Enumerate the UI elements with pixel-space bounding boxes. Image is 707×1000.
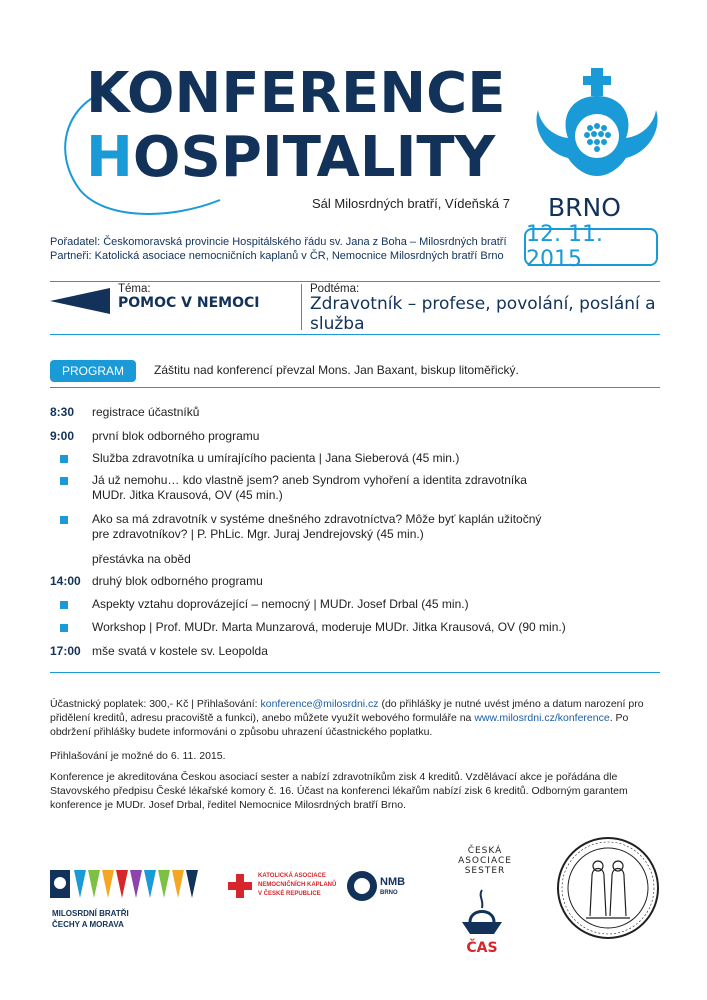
- red-cross-logo-icon: [226, 872, 254, 900]
- program-rule: [50, 387, 660, 388]
- nmb-logo-line1: NMB: [380, 876, 406, 888]
- fee-text-c: . Po obdržení přihlášky budete informováni o způsobu uhrazení účastnického poplatku.: [50, 712, 629, 738]
- bullet-icon: [60, 601, 68, 609]
- time-slot: 14:00: [50, 574, 81, 588]
- mb-logo-line1: MILOSRDNÍ BRATŘI: [52, 909, 129, 918]
- bullet-icon: [60, 516, 68, 524]
- cas-arc-text: ČESKÁ ASOCIACE SESTER: [458, 846, 512, 876]
- partners-text: Partneři: Katolická asociace nemocničních kaplanů v ČR, Nemocnice Milosrdných bratří Brno: [50, 250, 504, 262]
- theme-divider: [301, 284, 302, 330]
- email-link[interactable]: konference@milosrdni.cz: [260, 698, 379, 710]
- program-talk: Služba zdravotníka u umírajícího pacienta | Jana Sieberová (45 min.): [92, 451, 460, 465]
- city-text: BRNO: [548, 193, 621, 222]
- arrow-left-icon: [50, 288, 110, 314]
- mb-logo-line2: ČECHY A MORAVA: [52, 920, 124, 929]
- title-initial: H: [86, 125, 133, 190]
- program-item: přestávka na oběd: [92, 552, 191, 566]
- milosrdni-bratri-logo-icon: [50, 870, 206, 904]
- program-item: registrace účastníků: [92, 405, 200, 419]
- fee-info: [50, 697, 660, 739]
- bullet-icon: [60, 624, 68, 632]
- program-item: první blok odborného programu: [92, 429, 260, 443]
- program-talk-speaker: MUDr. Jitka Krausová, OV (45 min.): [92, 488, 283, 502]
- bullet-icon: [60, 455, 68, 463]
- program-talk: Ako sa má zdravotník v systéme dnešného zdravotníctva? Môže byť kaplán užitočný: [92, 512, 542, 526]
- fee-text-b: (do přihlášky je nutné uvést jméno a datum narození pro přidělení kreditů, adresu pracoviště a funkci), anebo můžete využít webového formuláře na: [50, 698, 644, 724]
- venue-text: Sál Milosrdných bratří, Vídeňská 7: [312, 196, 510, 211]
- nmb-logo-line2: BRNO: [380, 890, 398, 896]
- fee-text-a: Účastnický poplatek: 300,- Kč | Přihlašování:: [50, 698, 261, 710]
- time-slot: 17:00: [50, 644, 81, 658]
- accreditation-text: Konference je akreditována Českou asociací sester a nabízí zdravotníkům zisk 4 kreditů. Vzdělávací akce je pořádána dle Stavovského předpisu České lékařské komory č. 16. Účast na konferenci lékařům nabízí zisk 6 kreditů. Odborným garantem konference je MUDr. Josef Drbal, ředitel Nemocnice Milosrdných bratří Brno.: [50, 771, 628, 811]
- title-rest: OSPITALITY: [132, 125, 496, 190]
- organizer-text: Pořadatel: Českomoravská provincie Hospitálského řádu sv. Jana z Boha – Milosrdných bratří: [50, 236, 507, 248]
- web-link[interactable]: www.milosrdni.cz/konference: [474, 712, 610, 724]
- subtheme-value: Zdravotník – profese, povolání, poslání a služba: [310, 294, 656, 334]
- bullet-icon: [60, 477, 68, 485]
- program-talk: Workshop | Prof. MUDr. Marta Munzarová, moderuje MUDr. Jitka Krausová, OV (90 min.): [92, 620, 566, 634]
- nmb-logo-icon: [346, 870, 378, 902]
- program-badge: PROGRAM: [50, 360, 136, 382]
- program-item: mše svatá v kostele sv. Leopolda: [92, 644, 268, 658]
- theme-bottom-rule: [50, 334, 660, 335]
- date-badge: 12. 11. 2015: [524, 228, 658, 266]
- title-line-1: KONFERENCE: [86, 61, 506, 126]
- theme-top-rule: [50, 281, 660, 282]
- kank-logo-line3: V ČESKÉ REPUBLICE: [258, 891, 321, 897]
- program-item: druhý blok odborného programu: [92, 574, 263, 588]
- patron-text: Záštitu nad konferencí převzal Mons. Jan Baxant, biskup litoměřický.: [154, 363, 519, 377]
- faculty-seal-icon: [556, 836, 660, 940]
- kank-logo-line2: NEMOCNIČNÍCH KAPLANŮ: [258, 882, 337, 888]
- program-talk-speaker: pre zdravotníkov? | P. PhLic. Mgr. Juraj Jendrejovský (45 min.): [92, 527, 424, 541]
- program-talk: Aspekty vztahu doprovázející – nemocný | MUDr. Josef Drbal (45 min.): [92, 597, 469, 611]
- kank-logo-line1: KATOLICKÁ ASOCIACE: [258, 873, 326, 879]
- cas-short-text: ČAS: [466, 940, 498, 956]
- info-rule: [50, 672, 660, 673]
- subtheme-label: Podtéma:: [310, 283, 360, 295]
- time-slot: 9:00: [50, 429, 75, 443]
- program-talk: Já už nemohu… kdo vlastně jsem? aneb Syndrom vyhoření a identita zdravotníka: [92, 473, 527, 487]
- theme-value: POMOC V NEMOCI: [118, 295, 260, 311]
- hospitaller-emblem-icon: [532, 66, 662, 181]
- theme-label: Téma:: [118, 283, 151, 295]
- title-line-2: [86, 125, 496, 190]
- time-slot: 8:30: [50, 405, 75, 419]
- deadline-text: Přihlašování je možné do 6. 11. 2015.: [50, 750, 226, 762]
